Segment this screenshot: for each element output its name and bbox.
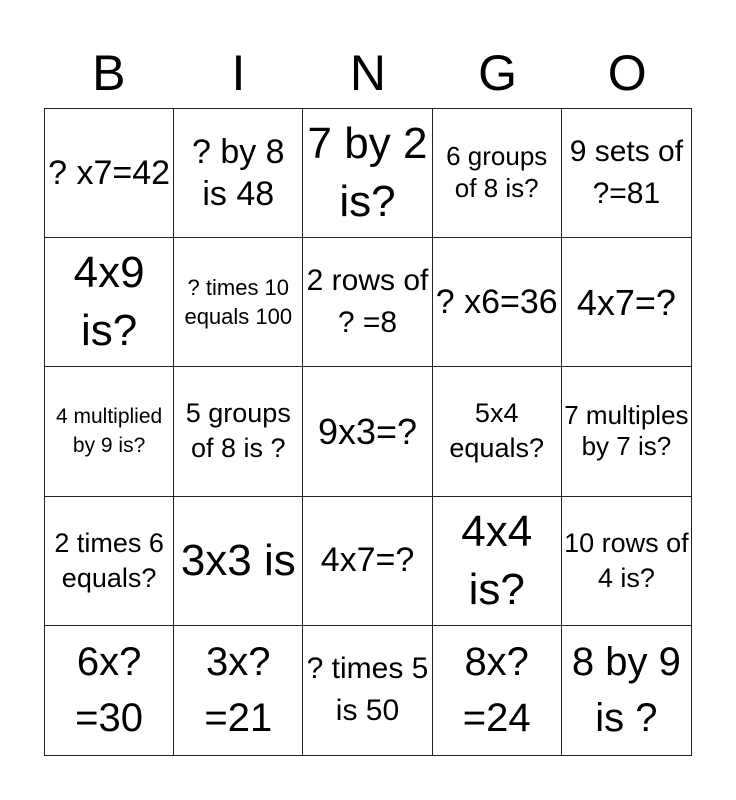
cell-text: 4x7=? (320, 541, 415, 580)
bingo-cell[interactable] (174, 109, 303, 238)
bingo-cell[interactable] (45, 626, 174, 755)
bingo-cell[interactable] (433, 238, 562, 367)
cell-text: 7 multiples by 7 is? (564, 399, 689, 462)
cell-text: 9x3=? (317, 410, 418, 452)
cell-text: 4x7=? (576, 281, 676, 323)
bingo-cell[interactable] (562, 497, 691, 626)
header-letter-i: I (231, 45, 246, 101)
cell-text: ? x6=36 (435, 283, 558, 322)
bingo-cell[interactable] (174, 238, 303, 367)
bingo-cell[interactable] (45, 238, 174, 367)
cell-text: 8x? =24 (462, 639, 531, 741)
bingo-header (44, 42, 692, 104)
bingo-cell[interactable] (562, 626, 691, 755)
cell-text: ? x7=42 (48, 153, 171, 192)
bingo-cell[interactable] (433, 497, 562, 626)
cell-text: 2 times 6 equals? (54, 527, 164, 593)
cell-text: 6x? =30 (75, 639, 144, 741)
cell-text: 5 groups of 8 is ? (185, 398, 291, 464)
cell-text: 4x9 is? (73, 248, 145, 356)
cell-text: 9 sets of ?=81 (569, 135, 684, 211)
bingo-cell[interactable] (45, 109, 174, 238)
bingo-cell[interactable] (562, 109, 691, 238)
bingo-cell[interactable] (303, 238, 432, 367)
bingo-cell[interactable] (433, 626, 562, 755)
bingo-cell[interactable] (174, 497, 303, 626)
bingo-card-grid (44, 108, 692, 756)
cell-text: ? times 10 equals 100 (184, 274, 293, 330)
bingo-cell[interactable] (433, 109, 562, 238)
cell-text: 8 by 9 is ? (571, 639, 681, 741)
header-letter-g: G (478, 45, 518, 101)
header-letter-n: N (349, 45, 387, 101)
cell-text: 3x? =21 (204, 639, 273, 741)
cell-text: 2 rows of ? =8 (306, 264, 429, 340)
bingo-cell[interactable] (45, 497, 174, 626)
bingo-cell[interactable] (562, 367, 691, 496)
bingo-cell[interactable] (174, 367, 303, 496)
header-letter-o: O (607, 45, 647, 101)
bingo-cell[interactable] (433, 367, 562, 496)
bingo-cell[interactable] (303, 109, 432, 238)
cell-text: 10 rows of 4 is? (564, 527, 689, 593)
bingo-cell[interactable] (45, 367, 174, 496)
cell-text: 4 multiplied by 9 is? (55, 404, 163, 458)
bingo-cell[interactable] (303, 626, 432, 755)
bingo-cell[interactable] (562, 238, 691, 367)
bingo-cell[interactable] (303, 367, 432, 496)
cell-text: ? by 8 is 48 (191, 132, 285, 214)
bingo-cell[interactable] (303, 497, 432, 626)
bingo-cell[interactable] (174, 626, 303, 755)
header-letter-b: B (92, 45, 126, 101)
cell-text: 6 groups of 8 is? (446, 141, 548, 204)
cell-text: 3x3 is (180, 535, 296, 585)
cell-text: 5x4 equals? (449, 398, 544, 464)
cell-text: 7 by 2 is? (307, 119, 428, 227)
cell-text: ? times 5 is 50 (306, 652, 429, 728)
cell-text: 4x4 is? (461, 506, 533, 614)
